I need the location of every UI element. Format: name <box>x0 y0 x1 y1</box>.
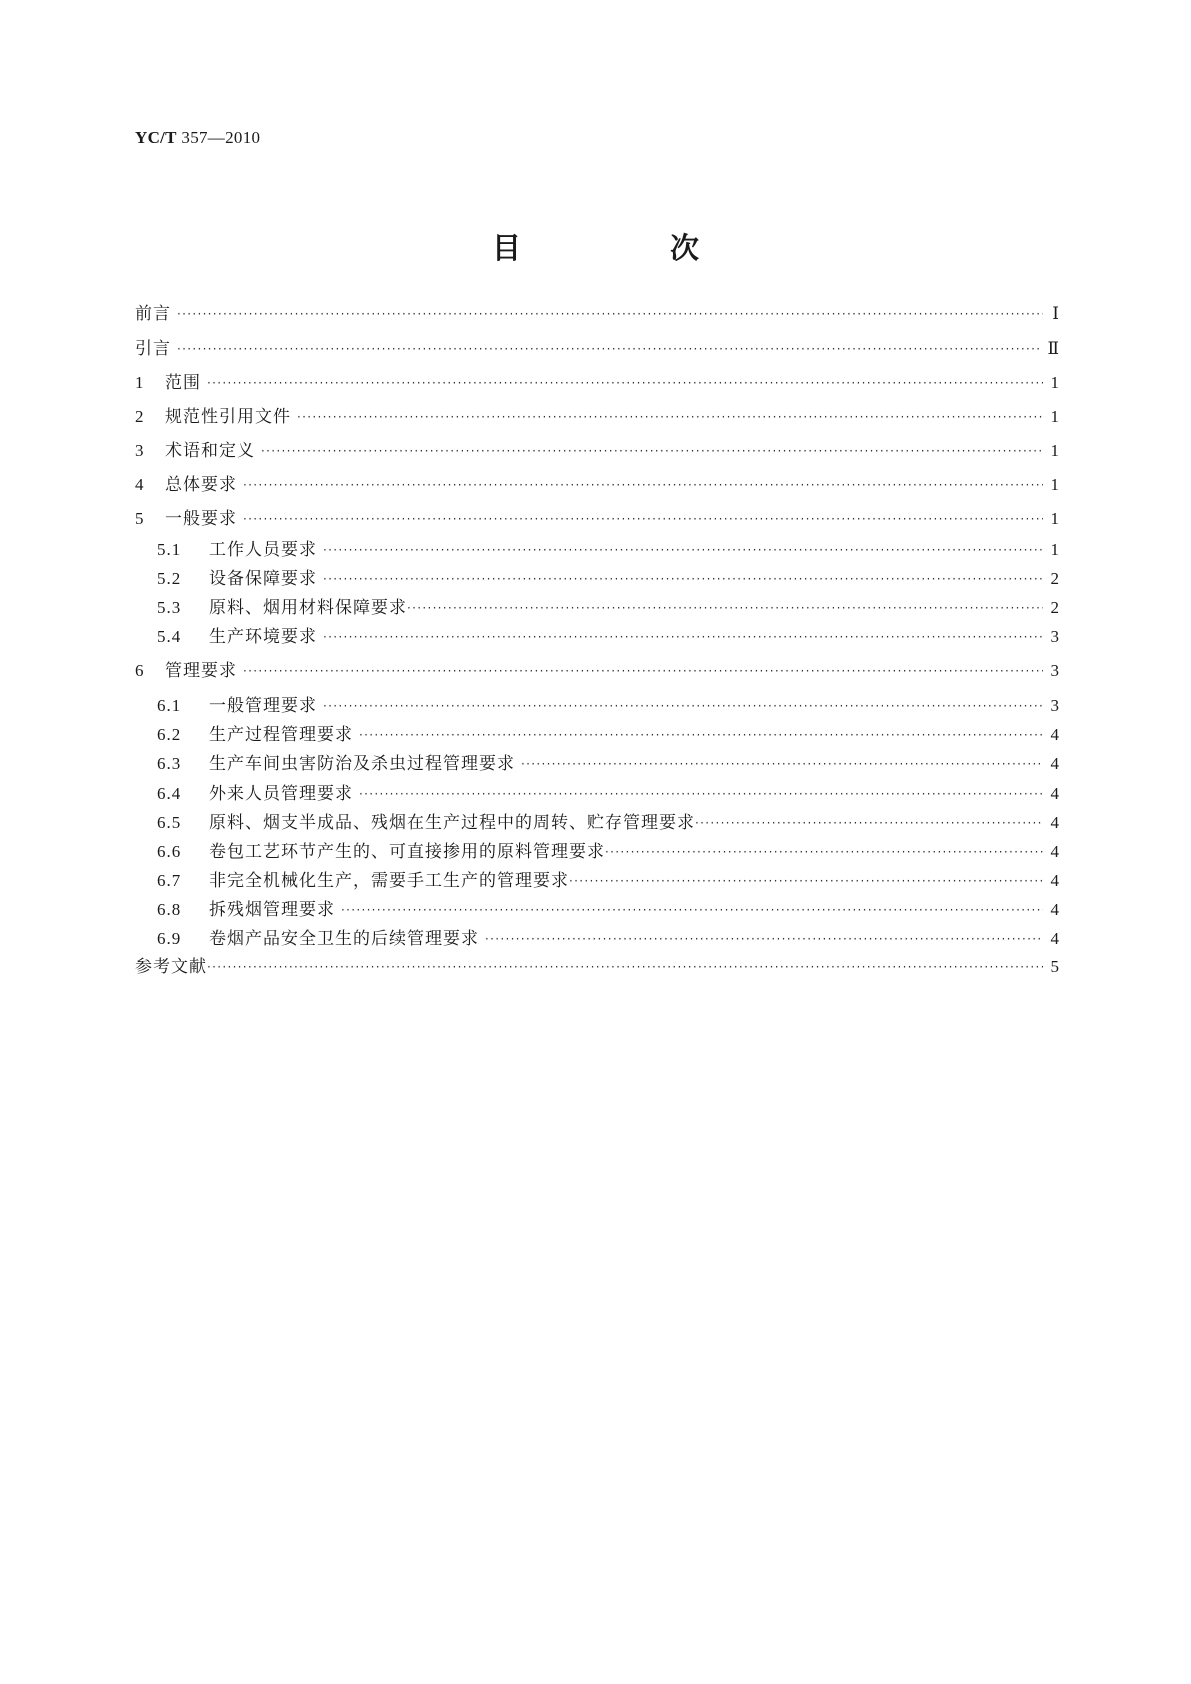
toc-leader-dots <box>323 625 1043 649</box>
toc-leader-dots <box>323 567 1043 591</box>
toc-entry-6-7[interactable] <box>157 869 1059 893</box>
toc-leader-dots <box>243 507 1043 531</box>
toc-page-number: 4 <box>1050 871 1059 890</box>
toc-leader-dots <box>323 694 1043 718</box>
toc-section-number: 6.9 <box>157 929 182 948</box>
toc-leader-dots <box>177 337 1041 361</box>
toc-entry-text: 一般管理要求 <box>209 696 317 716</box>
toc-section-number: 6.8 <box>157 900 182 919</box>
toc-page-number: 1 <box>1050 373 1059 392</box>
toc-entry-6-4[interactable] <box>157 782 1059 806</box>
toc-entry-5-4[interactable] <box>157 625 1059 649</box>
toc-entry-6-5[interactable] <box>157 811 1059 835</box>
toc-entry-6-9[interactable] <box>157 927 1059 951</box>
toc-section-number: 6 <box>135 661 145 680</box>
toc-entry-3[interactable] <box>135 439 1059 463</box>
toc-page-number: 4 <box>1050 784 1059 803</box>
toc-page-number: 2 <box>1050 569 1059 588</box>
toc-entry-text: 生产环境要求 <box>209 627 317 647</box>
toc-leader-dots <box>569 869 1043 893</box>
toc-leader-dots <box>177 302 1043 326</box>
document-code-number: 357—2010 <box>181 128 261 147</box>
toc-page-number: 4 <box>1050 929 1059 948</box>
toc-entry-text: 参考文献 <box>135 957 207 977</box>
toc-section-number: 6.4 <box>157 784 182 803</box>
toc-leader-dots <box>359 782 1043 806</box>
toc-section-number: 5.4 <box>157 627 182 646</box>
toc-entry-4[interactable] <box>135 473 1059 497</box>
toc-entry-references[interactable] <box>135 955 1059 979</box>
toc-entry-text: 生产过程管理要求 <box>209 725 353 745</box>
toc-entry-text: 非完全机械化生产，需要手工生产的管理要求 <box>209 871 569 891</box>
toc-page-number: 4 <box>1050 754 1059 773</box>
toc-entry-text: 引言 <box>135 339 171 359</box>
toc-page-number: 4 <box>1050 842 1059 861</box>
toc-page-number: 4 <box>1050 725 1059 744</box>
toc-entry-5-1[interactable] <box>157 538 1059 562</box>
toc-entry-1[interactable] <box>135 371 1059 395</box>
toc-page-number: 5 <box>1050 957 1059 976</box>
toc-entry-6-6[interactable] <box>157 840 1059 864</box>
toc-entry-6-1[interactable] <box>157 694 1059 718</box>
toc-section-number: 6.6 <box>157 842 182 861</box>
toc-section-number: 5.2 <box>157 569 182 588</box>
toc-page-number: 4 <box>1050 900 1059 919</box>
toc-leader-dots <box>521 752 1043 776</box>
toc-page-number: 2 <box>1050 598 1059 617</box>
toc-entry-6-2[interactable] <box>157 723 1059 747</box>
toc-section-number: 5 <box>135 509 145 528</box>
toc-section-number: 5.3 <box>157 598 182 617</box>
toc-entry-text: 前言 <box>135 304 171 324</box>
toc-entry-foreword[interactable] <box>135 302 1059 326</box>
toc-entry-6-8[interactable] <box>157 898 1059 922</box>
toc-entry-text: 卷包工艺环节产生的、可直接掺用的原料管理要求 <box>209 842 605 862</box>
toc-page-number: Ⅱ <box>1047 339 1059 358</box>
toc-section-number: 5.1 <box>157 540 182 559</box>
toc-leader-dots <box>407 596 1043 620</box>
toc-page-number: 4 <box>1050 813 1059 832</box>
toc-entry-text: 规范性引用文件 <box>165 407 291 427</box>
toc-leader-dots <box>297 405 1043 429</box>
toc-entry-text: 设备保障要求 <box>209 569 317 589</box>
toc-page-number: 3 <box>1050 627 1059 646</box>
toc-entry-2[interactable] <box>135 405 1059 429</box>
toc-entry-6[interactable] <box>135 659 1059 683</box>
toc-entry-text: 原料、烟用材料保障要求 <box>209 598 407 618</box>
toc-page-number: 1 <box>1050 407 1059 426</box>
toc-page-number: 3 <box>1050 696 1059 715</box>
toc-leader-dots <box>207 371 1043 395</box>
toc-entry-5-3[interactable] <box>157 596 1059 620</box>
toc-entry-text: 一般要求 <box>165 509 237 529</box>
toc-entry-text: 管理要求 <box>165 661 237 681</box>
toc-leader-dots <box>341 898 1043 922</box>
toc-page-number: 1 <box>1050 540 1059 559</box>
toc-leader-dots <box>207 955 1043 979</box>
toc-leader-dots <box>243 473 1043 497</box>
toc-leader-dots <box>243 659 1043 683</box>
toc-leader-dots <box>359 723 1043 747</box>
toc-section-number: 1 <box>135 373 145 392</box>
toc-entry-text: 拆残烟管理要求 <box>209 900 335 920</box>
toc-entry-introduction[interactable] <box>135 337 1059 361</box>
toc-page-number: 3 <box>1050 661 1059 680</box>
toc-entry-text: 范围 <box>165 373 201 393</box>
document-code-prefix: YC/T <box>135 128 177 147</box>
toc-leader-dots <box>605 840 1043 864</box>
toc-section-number: 6.5 <box>157 813 182 832</box>
toc-entry-5[interactable] <box>135 507 1059 531</box>
toc-entry-5-2[interactable] <box>157 567 1059 591</box>
toc-section-number: 6.3 <box>157 754 182 773</box>
toc-leader-dots <box>695 811 1043 835</box>
toc-section-number: 6.7 <box>157 871 182 890</box>
toc-page-number: Ⅰ <box>1052 304 1059 323</box>
toc-entry-text: 术语和定义 <box>165 441 255 461</box>
toc-entry-text: 生产车间虫害防治及杀虫过程管理要求 <box>209 754 515 774</box>
toc-section-number: 4 <box>135 475 145 494</box>
table-of-contents <box>135 0 1059 1684</box>
toc-leader-dots <box>261 439 1043 463</box>
toc-section-number: 2 <box>135 407 145 426</box>
toc-leader-dots <box>485 927 1043 951</box>
toc-section-number: 6.1 <box>157 696 182 715</box>
toc-entry-text: 外来人员管理要求 <box>209 784 353 804</box>
toc-section-number: 3 <box>135 441 145 460</box>
toc-entry-text: 总体要求 <box>165 475 237 495</box>
toc-entry-text: 工作人员要求 <box>209 540 317 560</box>
toc-section-number: 6.2 <box>157 725 182 744</box>
toc-entry-6-3[interactable] <box>157 752 1059 776</box>
toc-leader-dots <box>323 538 1043 562</box>
toc-page-number: 1 <box>1050 475 1059 494</box>
page-title: 目 次 <box>491 231 759 265</box>
toc-page-number: 1 <box>1050 441 1059 460</box>
toc-entry-text: 原料、烟支半成品、残烟在生产过程中的周转、贮存管理要求 <box>209 813 695 833</box>
toc-entry-text: 卷烟产品安全卫生的后续管理要求 <box>209 929 479 949</box>
toc-page-number: 1 <box>1050 509 1059 528</box>
